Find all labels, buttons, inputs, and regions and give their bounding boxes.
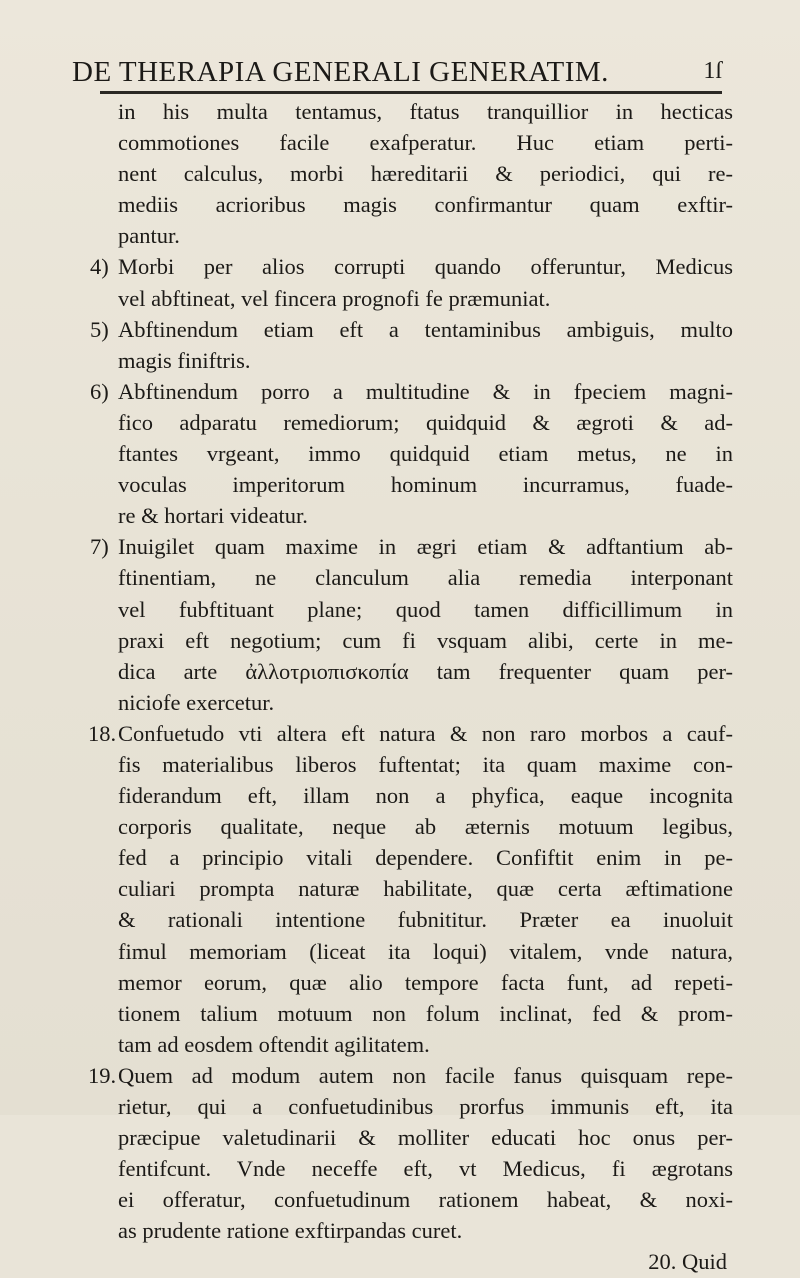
header-rule: [100, 91, 722, 94]
text-line: [90, 531, 733, 562]
text-line: fiderandum eft, illam non a phyfica, eaque incognita: [118, 783, 733, 809]
paragraph-number: 18.: [88, 720, 117, 746]
line-text: Inuigilet quam maxime in ægri etiam & adftantium ab-: [118, 534, 733, 560]
text-line: as prudente ratione exftirpandas curet.: [118, 1218, 463, 1244]
text-line: tionem talium motuum non folum inclinat, fed & prom-: [118, 1000, 733, 1026]
paragraph-number: 6): [90, 378, 109, 404]
body-text: [88, 96, 733, 1278]
text-line: commotiones facile exafperatur. Huc etiam perti-: [118, 130, 733, 156]
paragraph-number: 4): [90, 254, 109, 280]
text-line: fico adparatu remediorum; quidquid & ægroti & ad-: [118, 409, 733, 435]
text-line: vel fubftituant plane; quod tamen difficillimum in: [118, 596, 733, 622]
text-line: [90, 314, 733, 345]
text-line: fentifcunt. Vnde neceffe eft, vt Medicus, fi ægrotans: [118, 1156, 733, 1182]
text-line: præcipue valetudinarii & molliter educati hoc onus per-: [118, 1125, 733, 1151]
text-line: [90, 376, 733, 407]
line-text: Abftinendum etiam eft a tentaminibus ambiguis, multo: [118, 316, 733, 342]
text-line: nent calculus, morbi hæreditarii & periodici, qui re-: [118, 161, 733, 187]
text-line: voculas imperitorum hominum incurramus, fuade-: [118, 472, 733, 498]
text-line: memor eorum, quæ alio tempore facta funt, ad repeti-: [118, 969, 733, 995]
running-head: [72, 52, 722, 92]
text-line: mediis acrioribus magis confirmantur quam exftir-: [118, 192, 733, 218]
text-line: in his multa tentamus, ftatus tranquillior in hecticas: [118, 99, 733, 124]
text-line: fed a principio vitali dependere. Confiftit enim in pe-: [118, 845, 733, 871]
running-title: DE THERAPIA GENERALI GENERATIM.: [72, 56, 609, 88]
text-line: culiari prompta naturæ habilitate, quæ certa æftimatione: [118, 876, 733, 902]
paragraph-number: 5): [90, 316, 109, 342]
text-line: vel abftineat, vel fincera prognofi fe præmuniat.: [118, 285, 551, 311]
text-line: ftantes vrgeant, immo quidquid etiam metus, ne in: [118, 441, 733, 467]
text-line: tam ad eosdem oftendit agilitatem.: [118, 1031, 430, 1057]
line-text: Quem ad modum autem non facile fanus quisquam repe-: [118, 1062, 733, 1088]
text-line: ftinentiam, ne clanculum alia remedia interponant: [118, 565, 733, 591]
text-line: [88, 1060, 733, 1091]
text-line: [88, 718, 733, 749]
paragraph-number: 7): [90, 534, 109, 560]
text-line: magis finiftris.: [118, 347, 251, 373]
text-line: dica arte ἀλλοτριοπισκοπία tam frequenter quam per-: [118, 658, 733, 684]
paragraph-number: 19.: [88, 1062, 117, 1088]
line-text: Confuetudo vti altera eft natura & non raro morbos a cauf-: [118, 720, 733, 746]
text-line: ei offeratur, confuetudinum rationem habeat, & noxi-: [118, 1187, 733, 1213]
page-number: 1ſ: [703, 58, 722, 84]
text-line: corporis qualitate, neque ab æternis motuum legibus,: [118, 814, 733, 840]
text-line: & rationali intentione fubnititur. Præter ea inuoluit: [118, 907, 733, 933]
line-text: Abftinendum porro a multitudine & in fpeciem magni-: [118, 378, 733, 404]
text-line: fimul memoriam (liceat ita loqui) vitalem, vnde natura,: [118, 938, 733, 964]
text-line: rietur, qui a confuetudinibus prorfus immunis eft, ita: [118, 1094, 733, 1119]
text-line: pantur.: [118, 223, 180, 249]
text-line: [90, 251, 733, 282]
line-text: Morbi per alios corrupti quando offeruntur, Medicus: [118, 254, 733, 280]
text-line: re & hortari videatur.: [118, 503, 308, 529]
text-line: praxi eft negotium; cum fi vsquam alibi, certe in me-: [118, 627, 733, 653]
text-line: fis materialibus liberos fuftentat; ita quam maxime con-: [118, 751, 733, 777]
text-line: niciofe exercetur.: [118, 689, 275, 715]
catchword: 20. Quid: [648, 1249, 727, 1275]
